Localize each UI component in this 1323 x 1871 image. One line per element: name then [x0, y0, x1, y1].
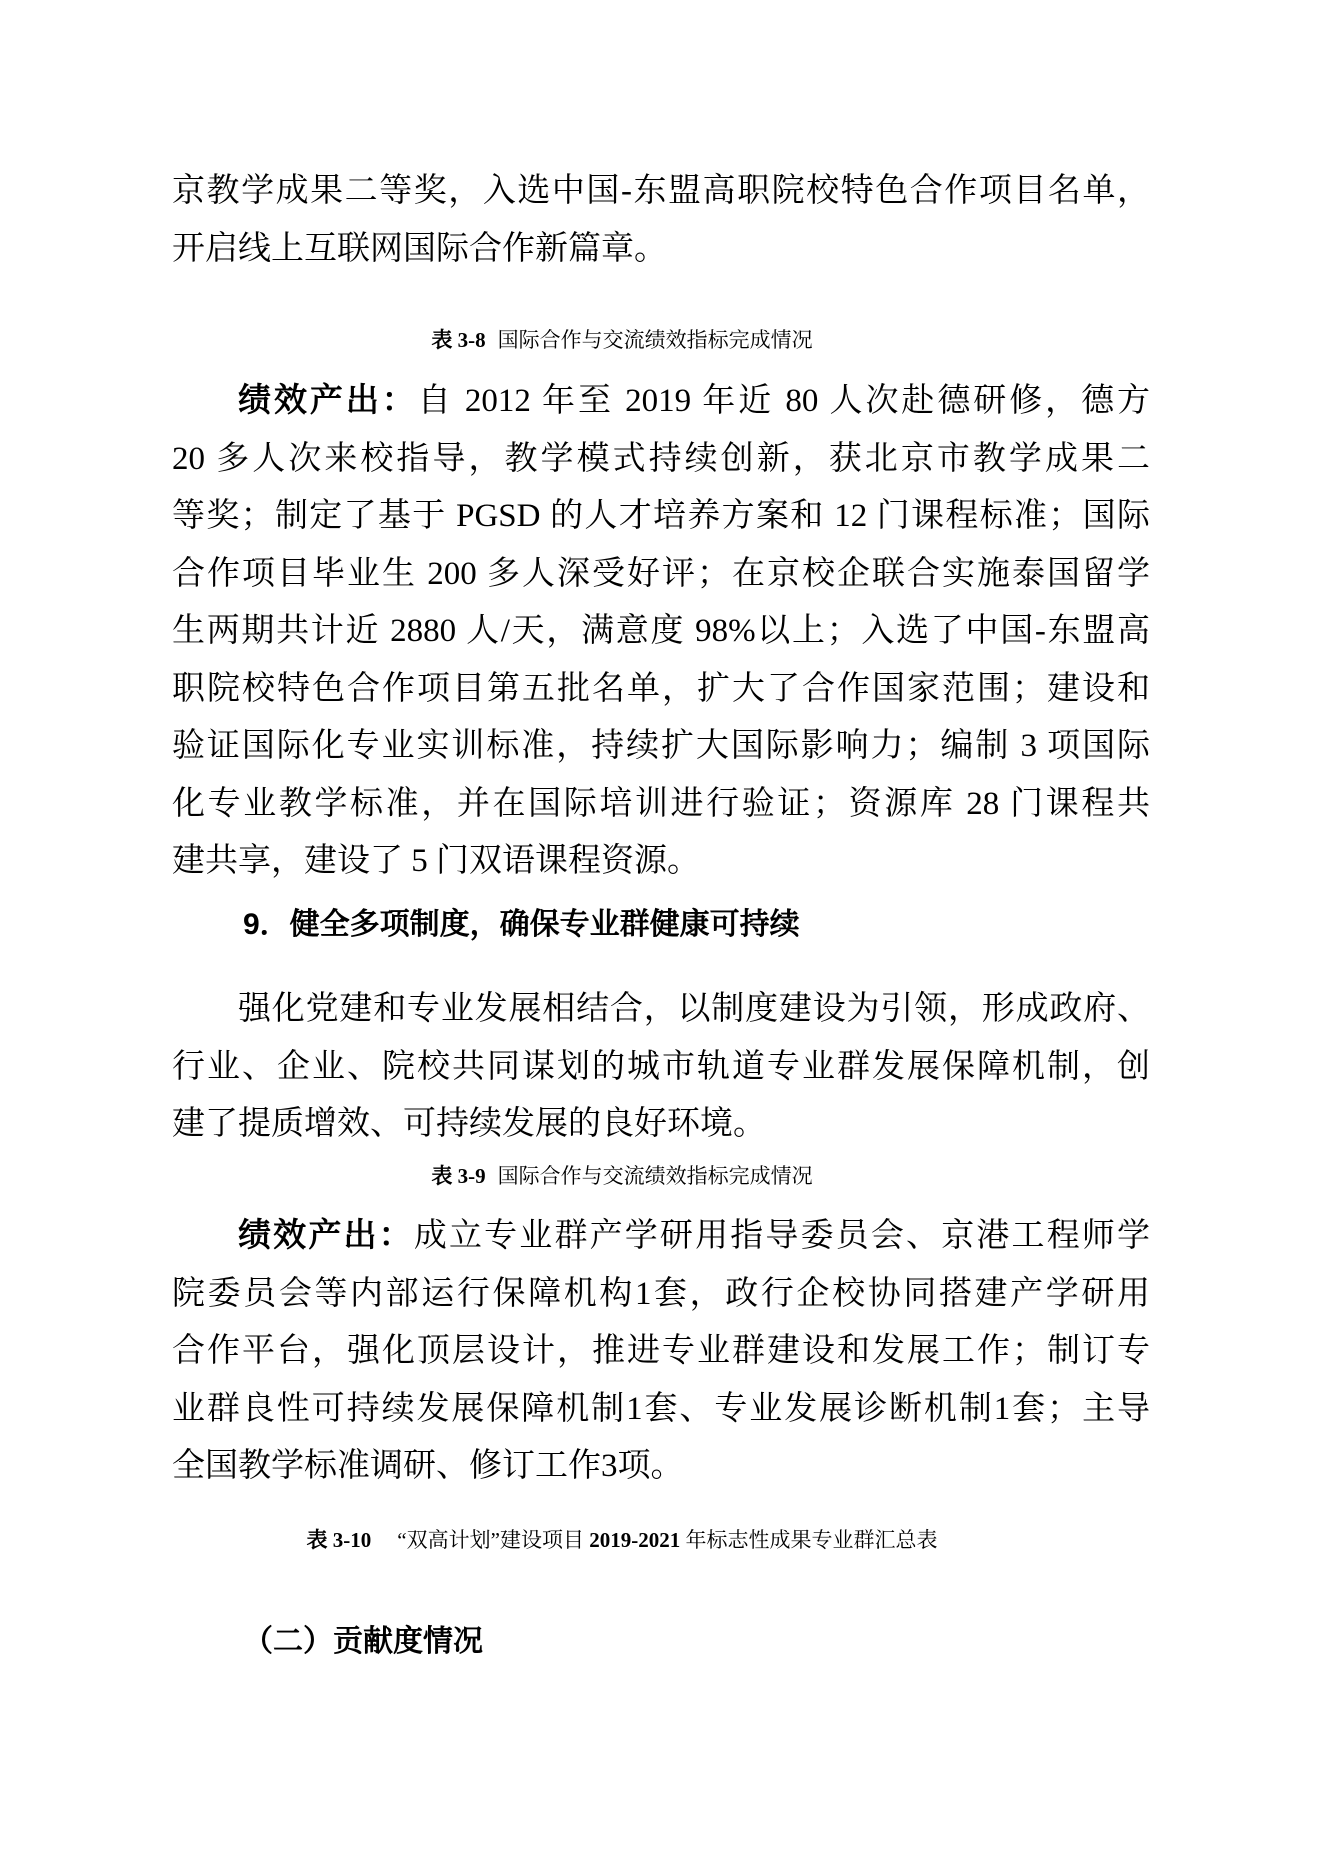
paragraph-lines — [172, 981, 1150, 1154]
paragraph-lines — [172, 1266, 1150, 1496]
table-caption-text: 国际合作与交流绩效指标完成情况 — [497, 1164, 813, 1188]
subsection-heading: （二）贡献度情况 — [243, 1625, 483, 1658]
table-3-9-caption — [172, 1161, 1150, 1191]
paragraph-lead-bold: 绩效产出： — [238, 383, 418, 419]
paragraph-first-line-text: 成立专业群产学研用指导委员会、京港工程师学 — [413, 1218, 1151, 1254]
text-line: 化专业教学标准，并在国际培训进行验证；资源库 28 门课程共 — [172, 785, 1150, 822]
table-3-10-caption — [172, 1525, 1150, 1555]
text-line: 合作项目毕业生 200 多人深受好评；在京校企联合实施泰国留学 — [172, 555, 1150, 592]
text-line: 生两期共计近 2880 人/天，满意度 98%以上；入选了中国-东盟高 — [172, 613, 1150, 649]
text-line: 业群良性可持续发展保障机制1套、专业发展诊断机制1套；主导 — [172, 1390, 1150, 1427]
paragraph-lines — [172, 163, 1150, 278]
text-line: 开启线上互联网国际合作新篇章。 — [172, 230, 667, 267]
table-3-8-caption — [172, 325, 1150, 355]
paragraph-first-line — [172, 373, 1150, 431]
table-caption-text: “双高计划”建设项目 — [397, 1528, 590, 1552]
text-line: 院委员会等内部运行保障机构1套，政行企校协同搭建产学研用 — [172, 1275, 1150, 1312]
performance-paragraph-2 — [172, 1208, 1150, 1496]
institution-paragraph — [172, 981, 1150, 1154]
text-line: 合作平台，强化顶层设计，推进专业群建设和发展工作；制订专 — [172, 1333, 1150, 1369]
table-caption-text: 年标志性成果专业群汇总表 — [680, 1528, 938, 1552]
table-caption-text: 国际合作与交流绩效指标完成情况 — [497, 328, 813, 352]
text-line: 强化党建和专业发展相结合，以制度建设为引领，形成政府、 — [238, 991, 1150, 1027]
performance-paragraph-1 — [172, 373, 1150, 891]
paragraph-first-line-text: 自 2012 年至 2019 年近 80 人次赴德研修，德方 — [417, 383, 1150, 419]
text-line: 20 多人次来校指导，教学模式持续创新，获北京市教学成果二 — [172, 440, 1150, 477]
table-caption-years: 2019-2021 — [589, 1528, 681, 1552]
text-line: 等奖；制定了基于 PGSD 的人才培养方案和 12 门课程标准；国际 — [172, 498, 1150, 534]
paragraph-lead-bold: 绩效产出： — [238, 1218, 414, 1254]
table-caption-label: 表 3-8 — [431, 328, 486, 352]
section-heading: 9．健全多项制度，确保专业群健康可持续 — [243, 908, 800, 941]
text-line: 职院校特色合作项目第五批名单，扩大了合作国家范围；建设和 — [172, 670, 1150, 707]
intro-paragraph — [172, 163, 1150, 278]
text-line: 建了提质增效、可持续发展的良好环境。 — [172, 1106, 766, 1142]
text-line: 全国教学标准调研、修订工作3项。 — [172, 1448, 684, 1484]
text-line: 验证国际化专业实训标准，持续扩大国际影响力；编制 3 项国际 — [172, 728, 1150, 764]
text-line: 建共享，建设了 5 门双语课程资源。 — [172, 843, 700, 879]
text-line: 京教学成果二等奖，入选中国-东盟高职院校特色合作项目名单， — [172, 173, 1150, 209]
table-caption-label: 表 3-10 — [306, 1528, 372, 1552]
paragraph-first-line — [172, 1208, 1150, 1266]
paragraph-lines — [172, 431, 1150, 891]
table-caption-label: 表 3-9 — [431, 1164, 486, 1188]
text-line: 行业、企业、院校共同谋划的城市轨道专业群发展保障机制，创 — [172, 1048, 1150, 1085]
